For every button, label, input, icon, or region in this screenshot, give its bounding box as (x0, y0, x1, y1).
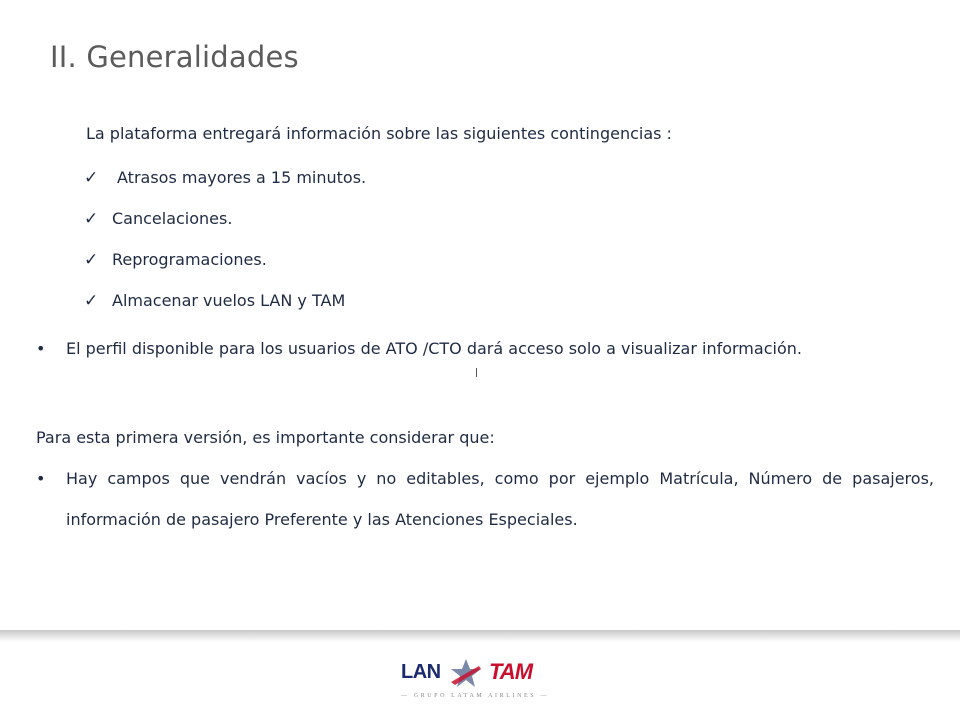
logo-lan-text: LAN (401, 661, 441, 683)
check-icon: ✓ (84, 168, 99, 188)
check-icon: ✓ (84, 209, 99, 229)
footer-divider (0, 630, 960, 642)
check-icon: ✓ (84, 291, 99, 311)
checklist-item-text: Almacenar vuelos LAN y TAM (112, 291, 346, 310)
slide-title: II. Generalidades (50, 40, 299, 74)
checklist-item-atrasos (84, 164, 366, 205)
logo-group-text: — GRUPO LATAM AIRLINES — (401, 693, 549, 699)
logo-tam-text: TAM (489, 659, 533, 684)
bullet-perfil (36, 328, 934, 369)
checklist-item-cancelaciones (84, 205, 366, 246)
checklist-item-reprogramaciones (84, 246, 366, 287)
checklist-item-almacenar (84, 287, 366, 328)
text-cursor (476, 368, 477, 377)
checklist-item-text: Reprogramaciones. (112, 250, 267, 269)
lan-tam-logo (397, 655, 557, 705)
star-icon (449, 658, 483, 688)
bullet-campos-text: Hay campos que vendrán vacíos y no editables, como por ejemplo Matrícula, Número de pasajeros, información de pasajero Preferente y las Atenciones Especiales. (66, 469, 934, 529)
version-note: Para esta primera versión, es importante considerar que: (36, 428, 495, 447)
contingency-checklist (84, 164, 366, 328)
checklist-item-text: Atrasos mayores a 15 minutos. (117, 168, 367, 187)
bullet-mark: • (36, 339, 46, 358)
bullet-mark: • (36, 469, 46, 488)
intro-text: La plataforma entregará información sobre las siguientes contingencias : (86, 124, 672, 143)
bullet-campos (36, 458, 934, 540)
check-icon: ✓ (84, 250, 99, 270)
checklist-item-text: Cancelaciones. (112, 209, 233, 228)
bullet-perfil-text: El perfil disponible para los usuarios de ATO /CTO dará acceso solo a visualizar información. (66, 339, 802, 358)
